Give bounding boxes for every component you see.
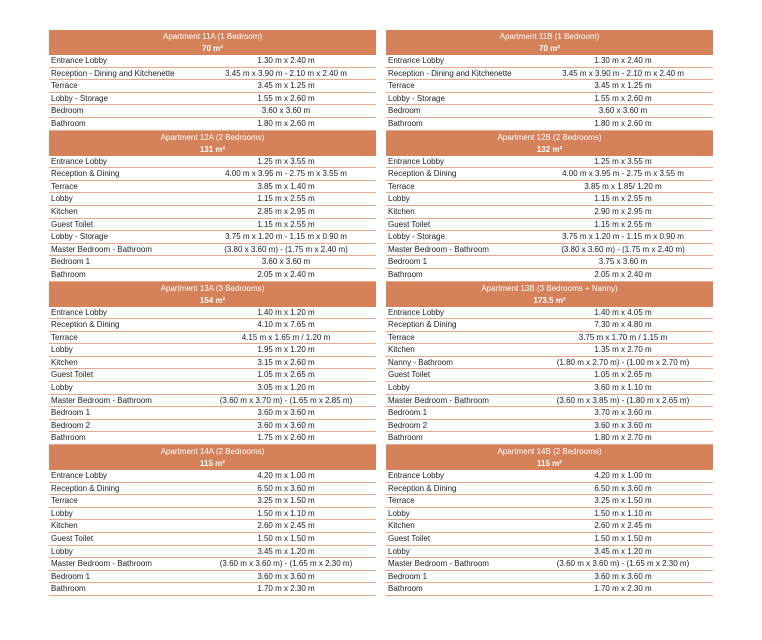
table-row [386,307,713,320]
room-name: Terrace [388,496,415,506]
table-row [386,546,713,559]
room-name: Reception & Dining [51,320,120,330]
apartment-title: Apartment 12A (2 Bedrooms) [160,132,265,142]
room-name: Bedroom [51,106,84,116]
apartment-header [386,131,713,156]
room-name: Reception & Dining [51,169,120,179]
room-dimensions: 1.50 m x 1.10 m [594,508,652,518]
table-row [386,495,713,508]
room-dimensions: 1.30 m x 2.40 m [594,56,652,65]
table-row [386,118,713,131]
room-dimensions: (3.60 m x 3.85 m) - (1.80 m x 2.65 m) [556,395,690,405]
room-dimensions: (3.60 m x 3.60 m) - (1.65 m x 2.30 m) [556,559,690,569]
apartment-table [49,445,376,596]
table-row [386,571,713,584]
table-row [49,319,376,332]
table-row [49,432,376,445]
table-row [49,181,376,194]
apartment-header [386,282,713,307]
room-dimensions: 1.70 m x 2.30 m [257,584,315,594]
room-name: Master Bedroom - Bathroom [51,244,152,254]
apartment-area: 115 m² [537,459,562,469]
table-row [49,571,376,584]
table-row [49,483,376,496]
table-row [49,168,376,181]
room-name: Terrace [51,181,78,191]
room-dimensions: (3.60 m x 3.70 m) - (1.65 m x 2.85 m) [219,395,353,405]
room-dimensions: 4.20 m x 1.00 m [594,471,652,481]
room-name: Master Bedroom - Bathroom [388,559,489,569]
room-dimensions: 4.15 m x 1.65 m / 1.20 m [241,332,331,342]
apartment-table [49,131,376,282]
apartment-title: Apartment 14B (2 Bedrooms) [497,447,602,457]
room-dimensions: (3.60 m x 3.60 m) - (1.65 m x 2.30 m) [219,559,353,569]
right-column [386,30,713,596]
room-dimensions: 3.60 x 3.60 m [261,106,311,116]
apartment-table [386,445,713,596]
table-row [49,508,376,521]
room-dimensions: 3.75 m x 1.20 m - 1.15 m x 0.90 m [562,232,684,242]
room-name: Lobby - Storage [51,232,108,242]
table-row [49,68,376,81]
table-row [49,244,376,257]
room-dimensions: 1.95 m x 1.20 m [257,345,315,355]
room-name: Guest Toilet [51,534,94,543]
table-row [386,80,713,93]
apartment-table [49,30,376,131]
room-dimensions: 3.75 m x 1.20 m - 1.15 m x 0.90 m [225,232,347,242]
table-row [386,583,713,596]
table-row [49,118,376,131]
room-dimensions: 3.15 m x 2.60 m [257,357,315,367]
apartment-header [49,30,376,55]
room-dimensions: 2.85 m x 2.95 m [257,206,315,216]
apartment-area: 173.5 m² [533,295,566,305]
room-name: Lobby [51,383,73,393]
room-name: Kitchen [51,206,78,216]
room-dimensions: 3.45 m x 3.90 m - 2.10 m x 2.40 m [562,68,684,78]
room-dimensions: 4.00 m x 3.95 m - 2.75 m x 3.55 m [225,169,347,179]
room-name: Bathroom [388,269,423,279]
room-name: Terrace [388,332,415,342]
room-name: Bedroom 1 [51,257,91,267]
table-row [386,533,713,546]
room-dimensions: 2.60 m x 2.45 m [594,521,652,531]
table-row [386,55,713,68]
room-name: Lobby [51,546,73,556]
table-row [49,583,376,596]
room-dimensions: 3.60 m x 3.60 m [257,420,315,430]
room-name: Lobby [388,546,410,556]
room-name: Reception - Dining and Kitchenette [388,68,512,78]
room-name: Terrace [51,496,78,506]
room-dimensions: 3.75 x 3.60 m [598,257,648,267]
table-row [386,558,713,571]
room-name: Kitchen [388,206,415,216]
table-row [49,546,376,559]
room-name: Terrace [51,81,78,91]
apartment-header [49,131,376,156]
apartment-header [49,282,376,307]
table-row [49,80,376,93]
table-row [49,93,376,106]
table-row [49,495,376,508]
table-row [49,357,376,370]
table-row [49,344,376,357]
room-name: Bathroom [51,433,86,443]
room-dimensions: 1.75 m x 2.60 m [257,433,315,443]
table-row [386,181,713,194]
table-row [49,558,376,571]
room-dimensions: 1.50 m x 1.50 m [594,534,652,543]
table-row [386,432,713,445]
room-name: Guest Toilet [51,370,94,380]
room-dimensions: 2.05 m x 2.40 m [594,269,652,279]
room-dimensions: 1.50 m x 1.10 m [257,508,315,518]
room-dimensions: 1.15 m x 2.55 m [257,219,315,229]
apartment-header [386,30,713,55]
table-row [386,105,713,118]
table-row [49,307,376,320]
room-name: Master Bedroom - Bathroom [388,244,489,254]
room-dimensions: 1.55 m x 2.60 m [594,93,652,103]
apartment-title: Apartment 13B (3 Bedrooms + Nanny) [481,283,618,293]
table-row [386,483,713,496]
table-row [386,231,713,244]
room-dimensions: (1.80 m x 2.70 m) - (1.00 m x 2.70 m) [556,357,690,367]
table-row [386,520,713,533]
room-dimensions: 4.10 m x 7.65 m [257,320,315,330]
room-dimensions: 3.25 m x 1.50 m [257,496,315,506]
table-row [386,319,713,332]
table-row [386,407,713,420]
table-row [386,395,713,408]
table-row [386,256,713,269]
room-dimensions: 3.60 m x 3.60 m [594,571,652,581]
table-row [49,206,376,219]
apartment-title: Apartment 12B (2 Bedrooms) [497,132,602,142]
room-name: Kitchen [388,521,415,531]
apartment-table [386,131,713,282]
room-dimensions: 3.60 x 3.60 m [598,106,648,116]
apartment-area: 154 m² [199,295,226,305]
room-dimensions: (3.80 x 3.60 m) - (1.75 m x 2.40 m) [561,244,685,254]
room-name: Bathroom [51,118,86,128]
room-name: Lobby [51,194,73,204]
room-dimensions: 3.45 m x 1.25 m [257,81,315,91]
room-dimensions: (3.80 x 3.60 m) - (1.75 m x 2.40 m) [224,244,348,254]
room-dimensions: 1.50 m x 1.50 m [257,534,315,543]
apartment-area: 132 m² [536,144,563,154]
apartment-title: Apartment 11A (1 Bedroom) [162,32,262,41]
table-row [49,105,376,118]
room-name: Reception & Dining [388,169,457,179]
room-name: Entrance Lobby [51,307,108,317]
table-row [49,219,376,232]
room-dimensions: 1.40 m x 1.20 m [257,307,315,317]
room-dimensions: 3.85 m x 1.40 m [257,181,315,191]
room-name: Kitchen [51,521,78,531]
room-dimensions: 4.00 m x 3.95 m - 2.75 m x 3.55 m [562,169,684,179]
room-dimensions: 3.45 m x 3.90 m - 2.10 m x 2.40 m [225,68,347,78]
room-name: Lobby [388,508,410,518]
table-row [49,269,376,282]
room-name: Bedroom 2 [51,420,91,430]
room-dimensions: 1.80 m x 2.70 m [594,433,652,443]
table-row [386,244,713,257]
apartment-area: 70 m² [202,44,223,53]
room-name: Master Bedroom - Bathroom [51,395,152,405]
table-row [49,369,376,382]
room-dimensions: 1.80 m x 2.60 m [257,118,315,128]
room-name: Bathroom [51,269,86,279]
apartment-table [49,282,376,446]
room-name: Guest Toilet [51,219,94,229]
room-name: Reception & Dining [51,483,120,493]
room-name: Bathroom [51,584,86,594]
table-row [386,206,713,219]
room-dimensions: 1.15 m x 2.55 m [594,194,652,204]
room-dimensions: 1.25 m x 3.55 m [594,156,652,166]
apartment-header [49,445,376,470]
table-row [49,533,376,546]
room-dimensions: 3.75 m x 1.70 m / 1.15 m [578,332,668,342]
room-dimensions: 2.60 m x 2.45 m [257,521,315,531]
room-dimensions: 3.45 m x 1.20 m [594,546,652,556]
room-dimensions: 7.30 m x 4.80 m [594,320,652,330]
table-row [386,344,713,357]
room-dimensions: 1.40 m x 4.05 m [594,307,652,317]
room-dimensions: 1.15 m x 2.55 m [594,219,652,229]
table-row [49,156,376,169]
room-name: Lobby [51,508,73,518]
room-name: Lobby - Storage [51,93,108,103]
room-dimensions: 1.70 m x 2.30 m [594,584,652,594]
apartment-area: 70 m² [539,44,560,53]
room-dimensions: 3.85 m x 1.85/ 1.20 m [584,181,662,191]
room-dimensions: 1.15 m x 2.55 m [257,194,315,204]
room-name: Lobby [388,194,410,204]
table-row [49,231,376,244]
room-name: Bedroom 1 [51,408,91,418]
room-dimensions: 2.90 m x 2.95 m [594,206,652,216]
table-row [49,470,376,483]
room-dimensions: 3.60 x 3.60 m [261,257,311,267]
room-name: Lobby [51,345,73,355]
table-row [386,68,713,81]
room-name: Bathroom [388,118,423,128]
room-name: Lobby - Storage [388,93,445,103]
table-row [49,55,376,68]
room-name: Terrace [388,181,415,191]
table-row [386,369,713,382]
room-name: Terrace [388,81,415,91]
room-dimensions: 3.60 m x 3.60 m [257,408,315,418]
room-name: Bathroom [388,433,423,443]
table-row [386,420,713,433]
room-name: Master Bedroom - Bathroom [51,559,152,569]
table-row [386,332,713,345]
room-name: Entrance Lobby [51,56,108,65]
apartment-title: Apartment 11B (1 Bedroom) [499,32,600,41]
room-dimensions: 3.70 m x 3.60 m [594,408,652,418]
room-name: Bedroom 2 [388,420,428,430]
room-dimensions: 1.30 m x 2.40 m [257,56,315,65]
room-name: Nanny - Bathroom [388,357,453,367]
room-name: Entrance Lobby [51,156,108,166]
table-row [49,256,376,269]
table-row [386,357,713,370]
table-row [386,168,713,181]
room-dimensions: 1.25 m x 3.55 m [257,156,315,166]
table-row [386,156,713,169]
table-row [386,219,713,232]
room-dimensions: 1.05 m x 2.65 m [257,370,315,380]
room-dimensions: 6.50 m x 3.60 m [257,483,315,493]
table-row [49,407,376,420]
room-dimensions: 1.35 m x 2.70 m [594,345,652,355]
table-row [386,470,713,483]
room-name: Reception & Dining [388,320,457,330]
room-dimensions: 4.20 m x 1.00 m [257,471,315,481]
table-row [49,332,376,345]
left-column [49,30,376,596]
room-dimensions: 3.45 m x 1.25 m [594,81,652,91]
room-name: Bedroom 1 [388,571,428,581]
table-row [386,193,713,206]
room-name: Entrance Lobby [388,471,445,481]
table-row [386,93,713,106]
room-dimensions: 3.60 m x 3.60 m [257,571,315,581]
room-dimensions: 3.25 m x 1.50 m [594,496,652,506]
room-name: Entrance Lobby [51,471,108,481]
room-dimensions: 3.60 m x 1.10 m [594,383,652,393]
table-row [49,382,376,395]
table-row [386,508,713,521]
room-name: Bedroom 1 [51,571,91,581]
table-row [386,382,713,395]
room-dimensions: 1.05 m x 2.65 m [594,370,652,380]
room-name: Kitchen [388,345,415,355]
room-dimensions: 1.55 m x 2.60 m [257,93,315,103]
room-name: Bedroom 1 [388,408,428,418]
room-dimensions: 3.60 m x 3.60 m [594,420,652,430]
table-row [49,193,376,206]
room-name: Bedroom [388,106,421,116]
room-dimensions: 1.80 m x 2.60 m [594,118,652,128]
room-dimensions: 6.50 m x 3.60 m [594,483,652,493]
room-name: Bedroom 1 [388,257,428,267]
room-name: Master Bedroom - Bathroom [388,395,489,405]
table-row [49,520,376,533]
room-dimensions: 3.45 m x 1.20 m [257,546,315,556]
room-name: Entrance Lobby [388,56,445,65]
table-row [49,395,376,408]
apartment-table [386,30,713,131]
apartment-area: 115 m² [200,459,225,469]
apartment-title: Apartment 13A (3 Bedrooms) [160,283,265,293]
room-name: Entrance Lobby [388,307,445,317]
table-row [49,420,376,433]
room-name: Reception & Dining [388,483,457,493]
apartment-title: Apartment 14A (2 Bedrooms) [160,447,265,457]
room-name: Kitchen [51,357,78,367]
room-name: Guest Toilet [388,370,431,380]
room-name: Guest Toilet [388,219,431,229]
room-dimensions: 3.05 m x 1.20 m [257,383,315,393]
apartment-area: 131 m² [199,144,226,154]
room-name: Bathroom [388,584,423,594]
room-name: Entrance Lobby [388,156,445,166]
apartment-table [386,282,713,446]
room-dimensions: 2.05 m x 2.40 m [257,269,315,279]
room-name: Terrace [51,332,78,342]
room-name: Lobby - Storage [388,232,445,242]
room-name: Lobby [388,383,410,393]
room-name: Guest Toilet [388,534,431,543]
apartment-header [386,445,713,470]
room-name: Reception - Dining and Kitchenette [51,68,175,78]
table-row [386,269,713,282]
